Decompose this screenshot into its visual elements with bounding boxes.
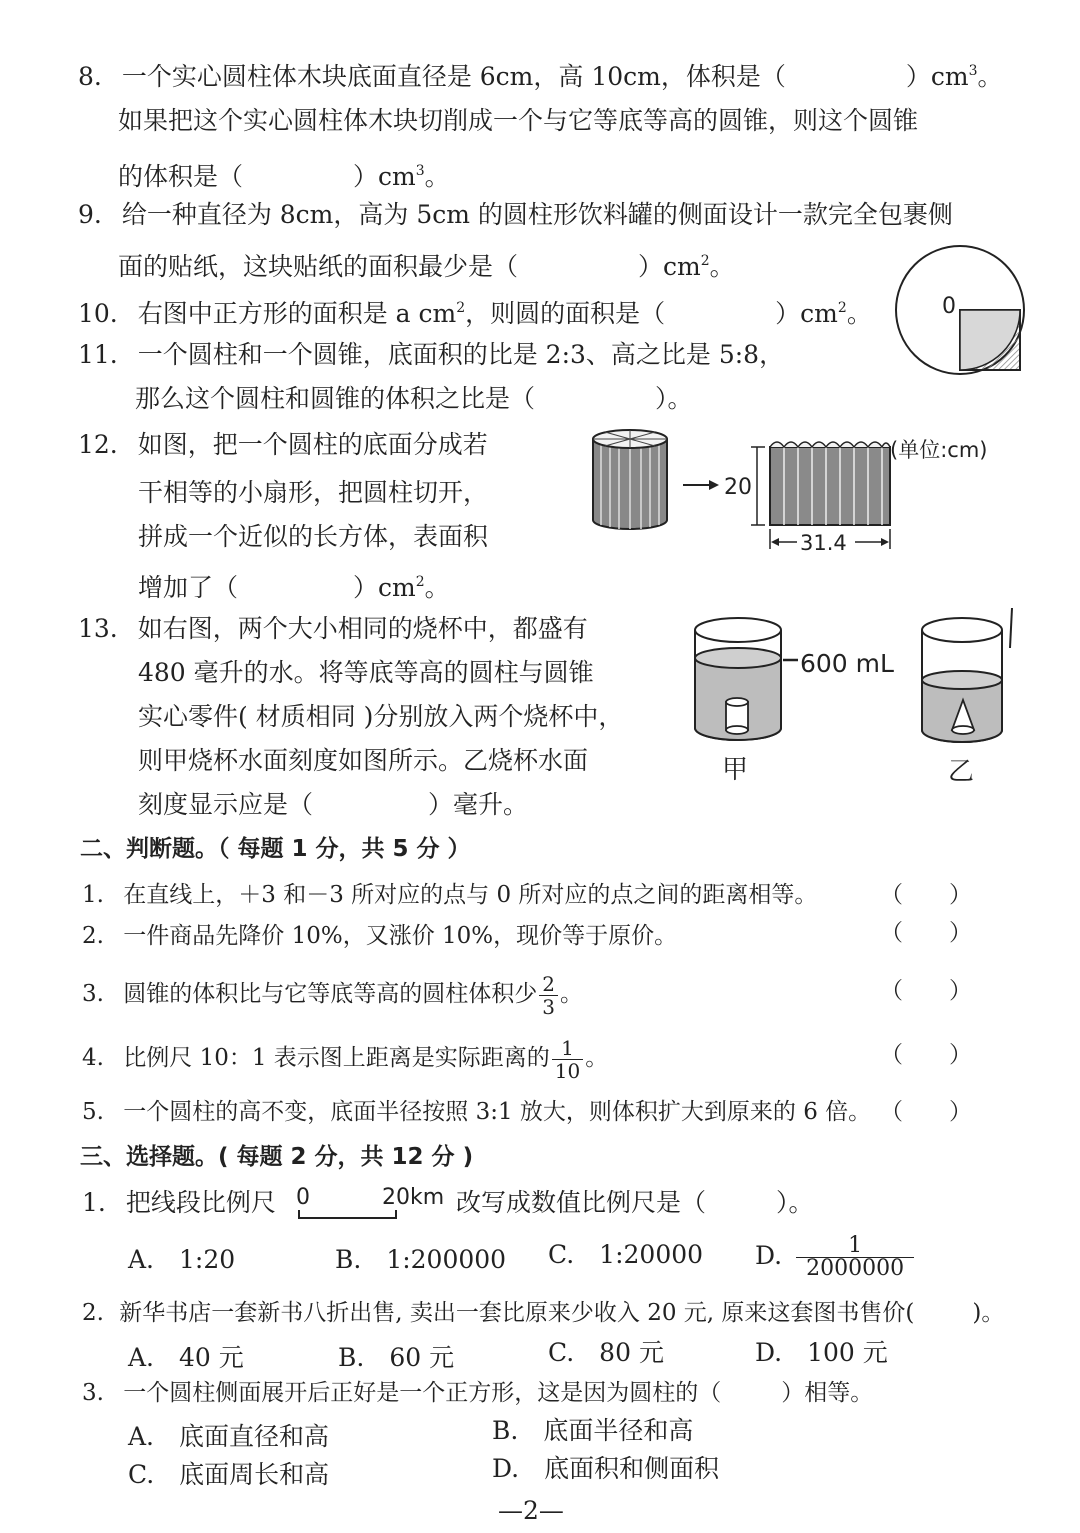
q10-end: 。 [846, 299, 872, 328]
q9-text-b: 面的贴纸，这块贴纸的面积最少是（ [118, 252, 519, 281]
page-number: —2— [498, 1496, 564, 1525]
judge-item-1-text: 在直线上，＋3 和－3 所对应的点与 0 所对应的点之间的距离相等。 [123, 882, 818, 908]
judge-item-5-paren: （ ） [880, 1099, 972, 1125]
choice-q2 [82, 1298, 1004, 1328]
judge-item-5 [82, 1097, 871, 1127]
q9-text-a: 给一种直径为 8cm，高为 5cm 的圆柱形饮料罐的侧面设计一款完全包裹侧 [121, 200, 953, 229]
q8-unit: ）cm [905, 62, 969, 91]
choice-heading: 三、选择题。( 每题 2 分，共 12 分 ) [80, 1144, 474, 1170]
choice-q1-num: 1. [82, 1188, 106, 1217]
judge-item-3-num: 3. [82, 981, 104, 1007]
q12-number: 12. [78, 430, 118, 459]
q11-line2 [135, 384, 693, 414]
q12-line2 [138, 478, 488, 508]
q10-text-b: ，则圆的面积是（ [465, 299, 666, 328]
q10-figure [890, 240, 1030, 380]
judge-item-3-text: 圆锥的体积比与它等底等高的圆柱体积少 [123, 981, 538, 1007]
q13-line5 [138, 790, 528, 820]
opt-d-frac-den: 2000000 [796, 1257, 914, 1280]
judge-item-3-frac-num: 2 [542, 971, 555, 996]
scale-right-label: 20km [382, 1185, 445, 1210]
q12-unit-label: (单位:cm) [890, 438, 988, 462]
q12-arrow-head [709, 480, 719, 490]
scale-left-label: 0 [296, 1185, 310, 1210]
opt-d-frac-num: 1 [848, 1233, 863, 1258]
choice-q1-text-b-line [456, 1188, 814, 1218]
q12-end: 。 [424, 573, 450, 602]
choice-q2-num: 2. [82, 1300, 104, 1326]
q13-beaker-b [922, 618, 1002, 742]
q11-end: ）。 [655, 384, 693, 413]
judge-item-5-text: 一个圆柱的高不变，底面半径按照 3:1 放大，则体积扩大到原来的 6 倍。 [123, 1099, 872, 1125]
q8-number: 8. [78, 62, 102, 91]
choice-q1 [82, 1188, 276, 1218]
choice-q2-opt-b[interactable]: B. 60 元 [338, 1343, 455, 1372]
q8-text-b: 如果把这个实心圆柱体木块切削成一个与它等底等高的圆锥，则这个圆锥 [118, 106, 919, 135]
q9-end: 。 [709, 252, 735, 281]
q10-text-a: 右图中正方形的面积是 a cm [137, 299, 457, 328]
judge-item-4-frac-num: 1 [561, 1035, 574, 1060]
choice-q3-text-a: 一个圆柱侧面展开后正好是一个正方形，这是因为圆柱的（ [123, 1380, 722, 1406]
choice-q3-opt-a[interactable]: A. 底面直径和高 [128, 1422, 330, 1451]
q12-line1 [78, 430, 488, 460]
q13-label-b: 乙 [948, 757, 975, 787]
q9-unit-sup: 2 [700, 253, 710, 269]
q13-text-e: 刻度显示应是（ [138, 790, 314, 819]
judge-item-4-frac-den: 10 [552, 1059, 583, 1082]
judge-item-4-num: 4. [82, 1045, 104, 1071]
judge-item-1 [82, 880, 817, 910]
q10-center-label: 0 [942, 294, 956, 319]
q9-line2 [118, 246, 735, 282]
q13-line1 [78, 614, 588, 644]
q13-beaker-a [695, 618, 781, 740]
judge-item-5-num: 5. [82, 1099, 104, 1125]
q9-line1 [78, 200, 953, 230]
judge-item-3-fraction [539, 973, 558, 1018]
q8-end2: 。 [424, 162, 450, 191]
choice-q3-num: 3. [82, 1380, 104, 1406]
q10-unit-sup: 2 [837, 300, 847, 316]
q13-line3 [138, 702, 623, 732]
judge-item-4 [82, 1030, 608, 1086]
judge-item-3 [82, 966, 583, 1022]
q12-line4 [138, 567, 450, 603]
judge-item-2 [82, 921, 677, 951]
judge-item-2-num: 2. [82, 923, 104, 949]
choice-q1-opt-d-fraction [796, 1235, 914, 1280]
q8-text-c: 的体积是（ [118, 162, 244, 191]
q8-line2 [118, 106, 918, 136]
choice-q1-opt-d[interactable] [755, 1228, 916, 1284]
choice-q1-opt-a[interactable]: A. 1:20 [128, 1245, 236, 1274]
q12-height-dim [751, 447, 765, 525]
choice-q1-text-a: 把线段比例尺 [125, 1188, 276, 1217]
q9-number: 9. [78, 200, 102, 229]
judge-item-3-frac-den: 3 [539, 995, 558, 1018]
judge-item-3-end: 。 [560, 981, 583, 1007]
q12-unit: ）cm [353, 573, 416, 602]
judge-item-4-paren: （ ） [880, 1042, 972, 1068]
q13-text-b: 480 毫升的水。将等底等高的圆柱与圆锥 [138, 658, 594, 687]
choice-q2-opt-c[interactable]: C. 80 元 [548, 1338, 664, 1367]
choice-q2-opt-a[interactable]: A. 40 元 [128, 1343, 244, 1372]
q12-figure [585, 425, 1030, 565]
q12-text-b: 干相等的小扇形，把圆柱切开， [138, 478, 489, 507]
q8-text-a: 一个实心圆柱体木块底面直径是 6cm，高 10cm，体积是（ [121, 62, 786, 91]
judge-item-4-text: 比例尺 10：1 表示图上距离是实际距离的 [123, 1045, 550, 1071]
q9-unit: ）cm [638, 252, 701, 281]
judge-item-4-fraction [552, 1037, 583, 1082]
choice-q1-end: ）。 [776, 1188, 814, 1217]
choice-q2-opt-d[interactable]: D. 100 元 [755, 1338, 888, 1367]
q13-label-a: 甲 [722, 755, 749, 785]
q13-line4 [138, 746, 588, 776]
q12-length-label: 31.4 [800, 531, 847, 555]
choice-q3-opt-c[interactable]: C. 底面周长和高 [128, 1460, 330, 1489]
q13-number: 13. [78, 614, 118, 643]
q10-line [78, 293, 872, 329]
q12-height-label: 20 [724, 475, 752, 500]
q10-number: 10. [78, 299, 118, 328]
q13-text-a: 如右图，两个大小相同的烧杯中，都盛有 [137, 614, 588, 643]
judge-item-2-paren: （ ） [880, 920, 972, 946]
q13-edge-mark [1010, 608, 1012, 648]
q13-text-d: 则甲烧杯水面刻度如图所示。乙烧杯水面 [138, 746, 589, 775]
q11-line1 [78, 340, 784, 370]
choice-q1-text-b: 改写成数值比例尺是（ [456, 1188, 707, 1217]
q8-unit-sup: 3 [968, 63, 978, 79]
judge-heading: 二、判断题。（ 每题 1 分，共 5 分 ） [80, 836, 471, 862]
q13-figure [690, 608, 1030, 788]
q8-unit2-sup: 3 [415, 163, 425, 179]
q8-unit2: ）cm [353, 162, 416, 191]
q12-text-a: 如图，把一个圆柱的底面分成若 [137, 430, 488, 459]
q10-unit: ）cm [775, 299, 838, 328]
choice-q1-opt-c[interactable]: C. 1:20000 [548, 1240, 704, 1269]
judge-item-2-text: 一件商品先降价 10%，又涨价 10%，现价等于原价。 [123, 923, 678, 949]
q12-cylinder [593, 430, 667, 529]
q8-line1 [78, 56, 1003, 92]
q11-text-b: 那么这个圆柱和圆锥的体积之比是（ [135, 384, 536, 413]
q8-line3 [118, 156, 450, 192]
choice-q3-end: ）相等。 [781, 1380, 874, 1406]
q10-sup: 2 [456, 300, 466, 316]
choice-q1-opt-d-label: D. [755, 1241, 783, 1270]
choice-q3 [82, 1378, 873, 1408]
q12-cuboid [770, 442, 890, 525]
q11-number: 11. [78, 340, 118, 369]
choice-q1-opt-b[interactable]: B. 1:200000 [335, 1245, 507, 1274]
choice-q3-opt-d[interactable]: D. 底面积和侧面积 [492, 1454, 720, 1483]
q8-end: 。 [977, 62, 1003, 91]
q13-line2 [138, 658, 594, 688]
q12-unit-sup: 2 [415, 574, 425, 590]
choice-q3-opt-b[interactable]: B. 底面半径和高 [492, 1416, 694, 1445]
q12-text-c: 拼成一个近似的长方体，表面积 [138, 522, 489, 551]
q13-text-c: 实心零件( 材质相同 )分别放入两个烧杯中， [138, 702, 624, 731]
q11-text-a: 一个圆柱和一个圆锥，底面积的比是 2:3、高之比是 5:8， [137, 340, 785, 369]
q12-text-d: 增加了（ [138, 573, 239, 602]
q12-line3 [138, 522, 488, 552]
choice-q2-end: )。 [972, 1300, 1005, 1326]
judge-item-4-end: 。 [585, 1045, 609, 1071]
q13-end: ）毫升。 [428, 790, 529, 819]
choice-q1-scale-bar [296, 1182, 446, 1224]
judge-item-3-paren: （ ） [880, 978, 972, 1004]
judge-item-1-num: 1. [82, 882, 104, 908]
judge-item-1-paren: （ ） [880, 882, 972, 908]
q13-level-label: 600 mL [800, 649, 894, 678]
choice-q2-text-a: 新华书店一套新书八折出售, 卖出一套比原来少收入 20 元, 原来这套图书售价( [119, 1300, 915, 1326]
